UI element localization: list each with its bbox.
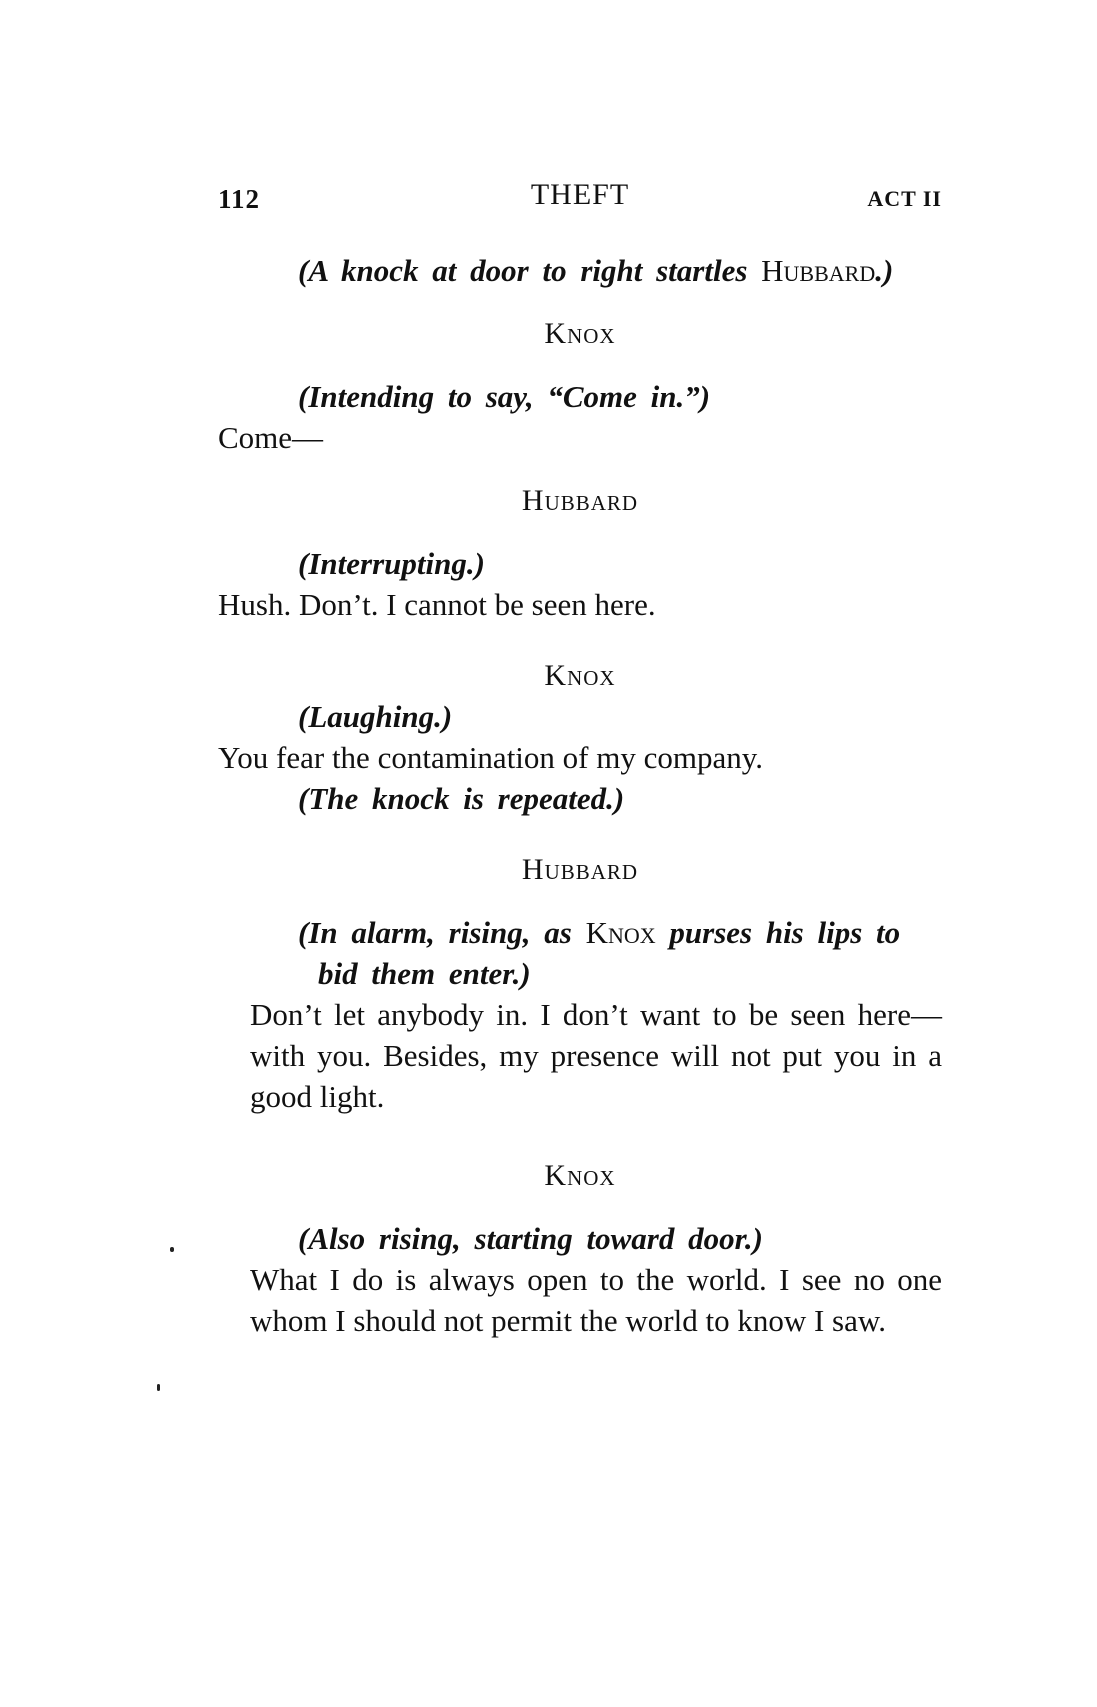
speaker-name: Hubbard bbox=[521, 484, 639, 517]
dialogue-line: Don’t let anybody in. I don’t want to be seen here—with you. Besides, my presence will not put you in a good light. bbox=[250, 997, 942, 1114]
speaker-name: Knox bbox=[544, 1159, 616, 1192]
speaker-name: Knox bbox=[544, 317, 616, 350]
stage-direction: (Intending to say, “Come in.”) bbox=[298, 379, 711, 414]
speaker-name: Knox bbox=[544, 659, 616, 692]
stage-direction: (Also rising, starting toward door.) bbox=[298, 1221, 764, 1256]
page-number: 112 bbox=[218, 184, 261, 214]
stage-direction: (Laughing.) bbox=[298, 699, 453, 734]
stage-direction: (In alarm, rising, as Knox purses his lips to bid them enter.) bbox=[298, 915, 901, 991]
dialogue-line: What I do is always open to the world. I see no one whom I should not permit the world to know I saw. bbox=[250, 1262, 942, 1338]
page-header bbox=[218, 178, 942, 218]
character-name: Knox bbox=[585, 915, 656, 950]
stage-direction: (The knock is repeated.) bbox=[298, 781, 625, 816]
running-title: THEFT bbox=[530, 178, 630, 211]
dialogue-line: Hush. Don’t. I cannot be seen here. bbox=[218, 587, 656, 622]
stage-direction: (Interrupting.) bbox=[298, 546, 485, 581]
act-label: ACT II bbox=[867, 186, 942, 211]
character-name: Hubbard bbox=[761, 253, 876, 288]
play-text bbox=[218, 250, 942, 1341]
ink-speck bbox=[157, 1384, 160, 1391]
dialogue-line: Come— bbox=[218, 420, 324, 455]
dialogue-line: You fear the contamination of my company. bbox=[218, 740, 763, 775]
ink-speck bbox=[170, 1247, 174, 1252]
stage-direction: (A knock at door to right startles Hubbard.) bbox=[298, 253, 894, 288]
speaker-name: Hubbard bbox=[521, 853, 639, 886]
